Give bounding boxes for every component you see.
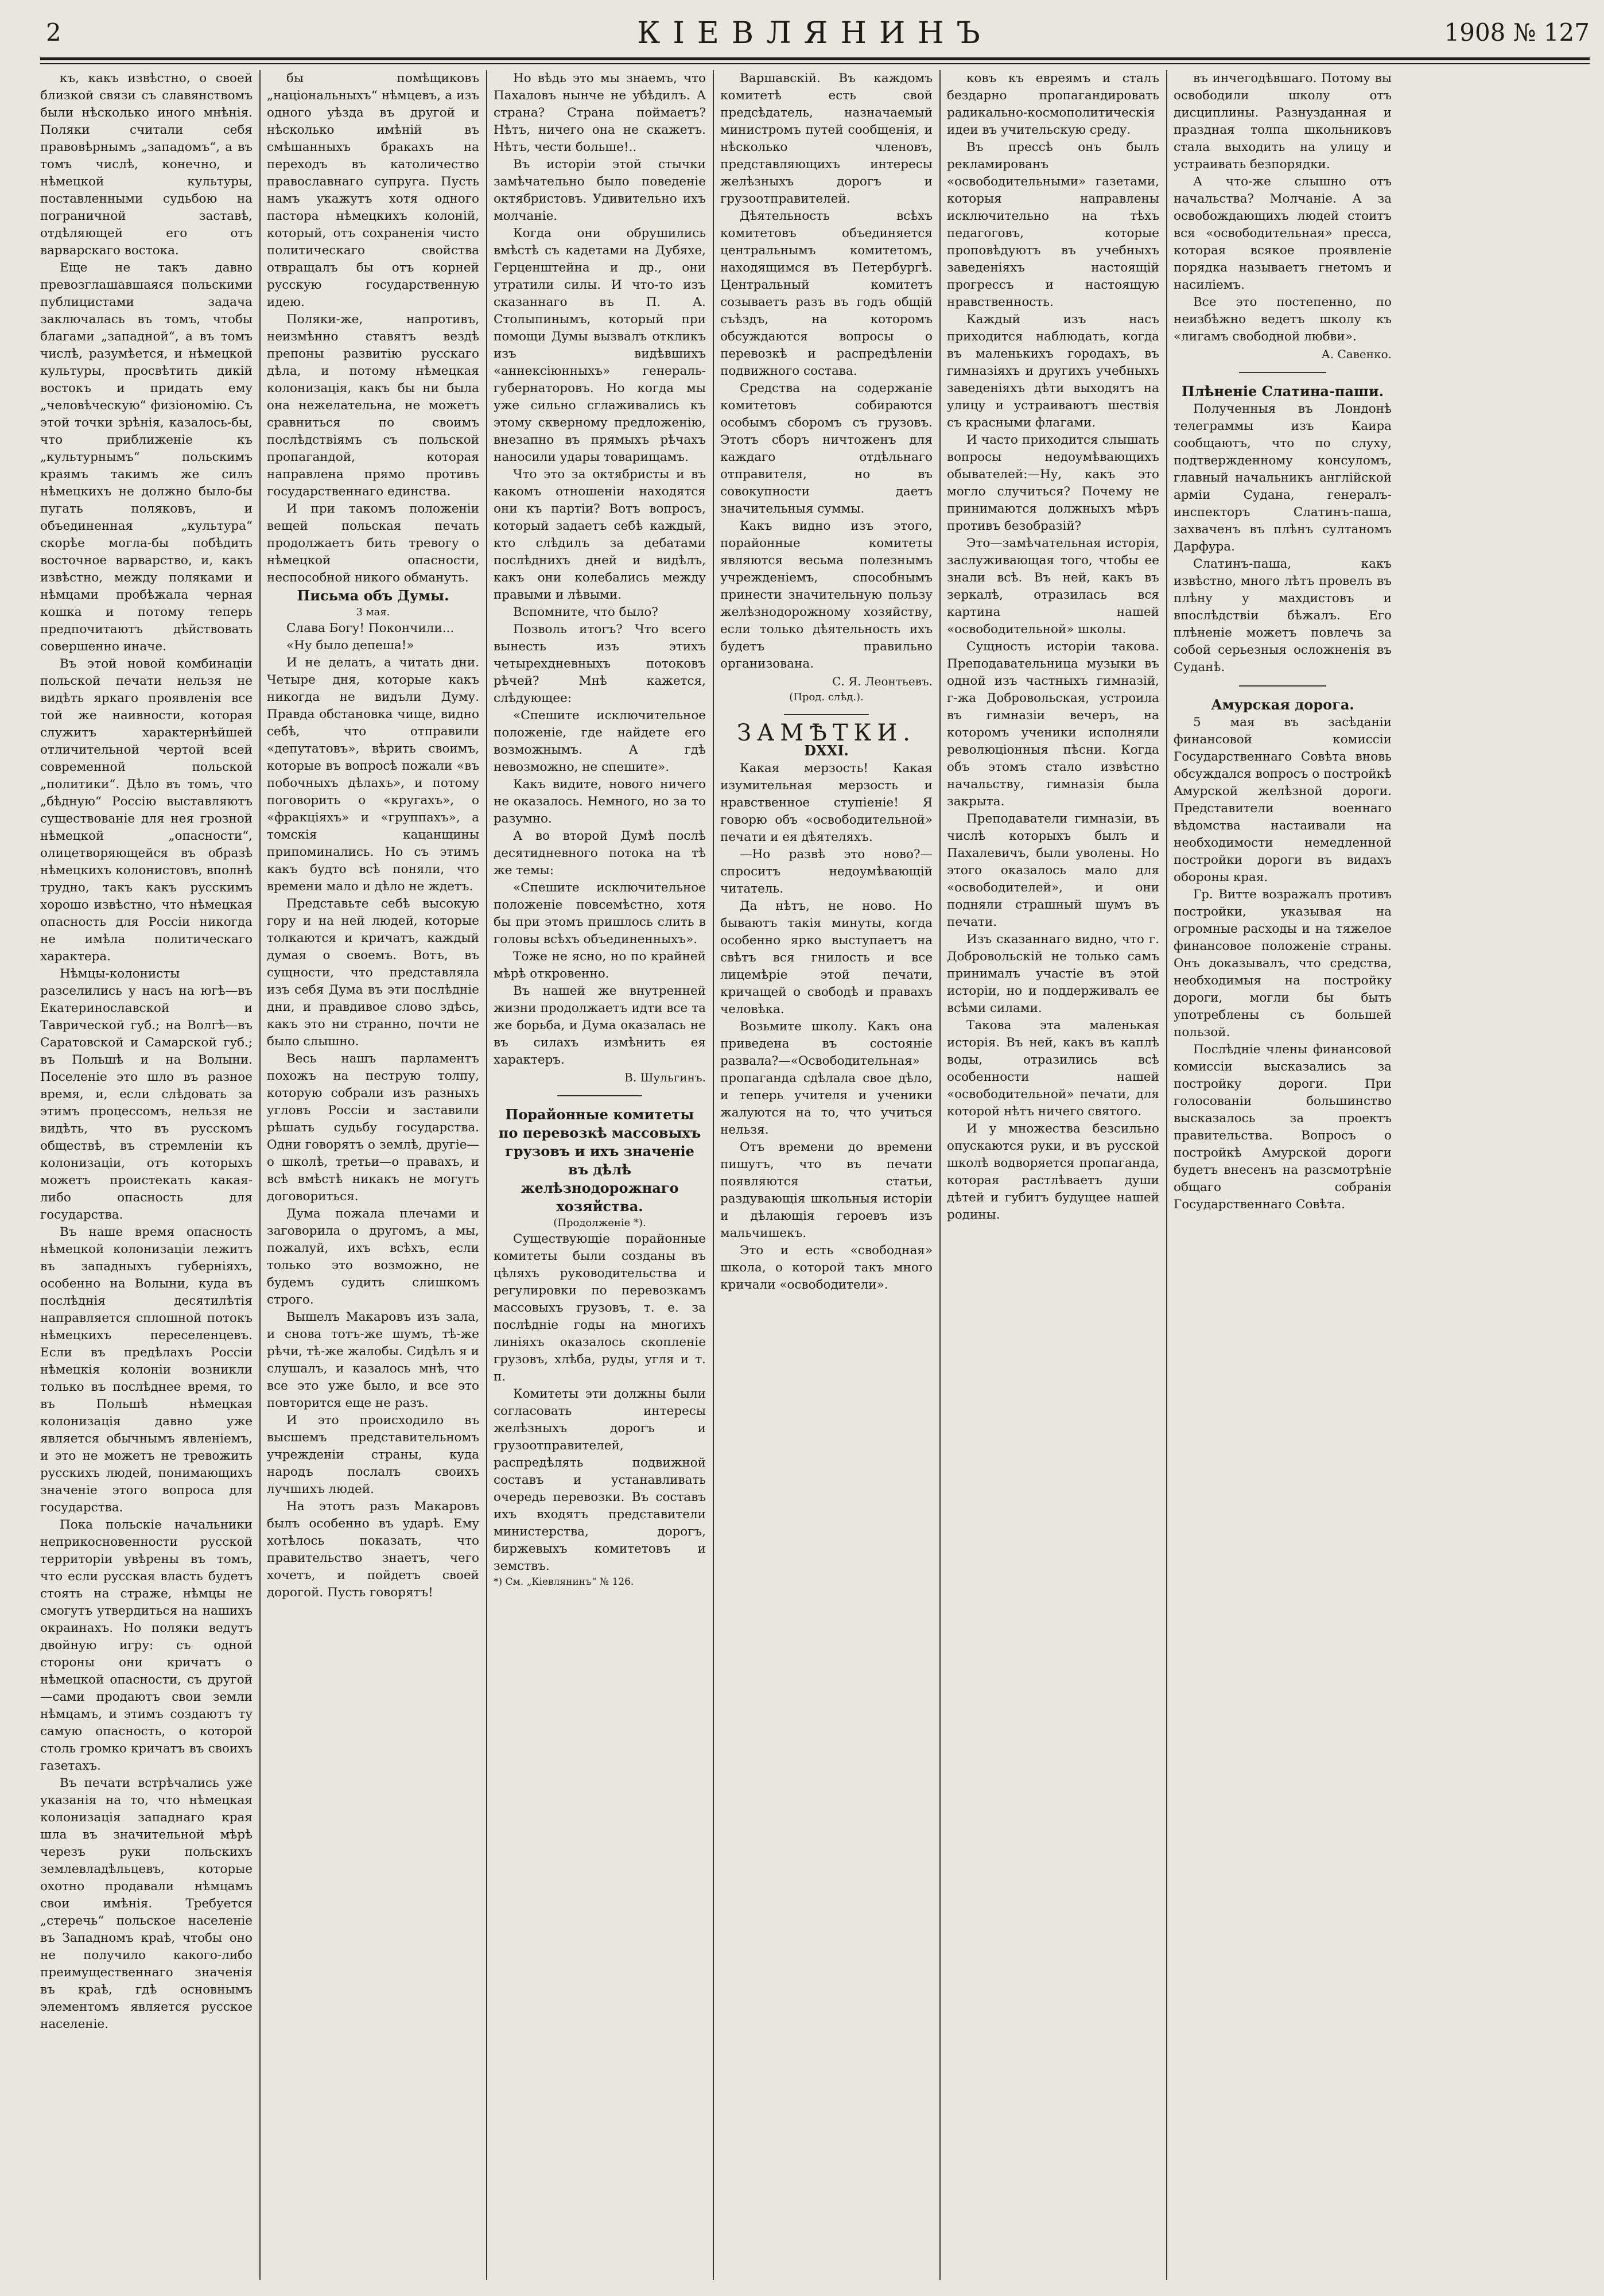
paragraph: Да нѣтъ, не ново. Но бываютъ такія минуты, когда особенно ярко выступаетъ на свѣтъ вся гнилость и все лицемѣріе этой печати, кричащей о свободѣ и правахъ человѣка. <box>720 899 933 1017</box>
article-heading: Письма объ Думы. <box>297 587 449 604</box>
paragraph: Въ прессѣ онъ былъ рекламированъ «освободительными» газетами, которыя направлены исключительно на тѣхъ педагоговъ, которые проповѣдуютъ въ учебныхъ заведеніяхъ настоящій прогрессъ и настоящую нравственность. <box>947 140 1159 309</box>
article-heading: Плѣненіе Слатина-паши. <box>1182 383 1384 400</box>
paragraph: Какъ видно изъ этого, порайонные комитеты являются весьма полезнымъ учрежденіемъ, способнымъ принести значительную пользу желѣзнодорожному хозяйству, если только дѣятельность ихъ будетъ правильно организована. <box>720 519 933 671</box>
paragraph: Какъ видите, нового ничего не оказалось. Немного, но за то разумно. <box>494 777 706 826</box>
paragraph: Пока польскіе начальники неприкосновенности русской территоріи увѣрены въ томъ, что если русская власть будетъ стоять на страже, нѣмцы не смогутъ утвердиться на нашихъ окраинахъ. Но поляки ведутъ двойную игру: съ одной стороны они кричатъ о нѣмецкой опасности, съ другой—сами продаютъ свои земли нѣмцамъ, и этимъ создаютъ ту самую опасность, о которой столь громко кричатъ въ своихъ газетахъ. <box>40 1518 253 1773</box>
paragraph: Нѣмцы-колонисты разселились у насъ на югѣ—въ Екатеринославской и Таврической губ.; на Волгѣ—въ Саратовской и Самарской губ.; въ Польшѣ и на Волыни. Поселеніе это шло въ разное время, и, если слѣдовать за этимъ процессомъ, нельзя не видѣть, что въ русскомъ обществѣ, въ стремленіи къ колонизаціи, отъ которыхъ можетъ проистекать какая-либо опасность для государства. <box>40 967 253 1222</box>
column-divider <box>1166 70 1167 2280</box>
paragraph: Что это за октябристы и въ какомъ отношеніи находятся они къ партіи? Вотъ вопросъ, который задаетъ себѣ каждый, кто слѣдилъ за дебатами послѣднихъ дней и видѣлъ, какъ они колебались между правыми и лѣвыми. <box>494 467 706 602</box>
paragraph: Все это постепенно, по неизбѣжно ведетъ школу къ «лигамъ свободной любви». <box>1174 295 1392 344</box>
section-heading: ЗАМѢТКИ. <box>737 720 916 746</box>
column-divider <box>713 70 714 2280</box>
paragraph: «Спешите исключительное положеніе, где найдете его возможнымъ. А гдѣ невозможно, не спешите». <box>494 708 706 774</box>
paragraph: Сущность исторіи такова. Преподавательница музыки въ одной изъ частныхъ гимназій, г-жа Добровольская, устроила въ гимназіи вечеръ, на которомъ ученики исполняли революціонныя пѣсни. Когда объ этомъ стало извѣстно начальству, гимназія была закрыта. <box>947 639 1159 809</box>
column-5 <box>947 70 1159 2280</box>
article-separator <box>784 714 869 715</box>
paragraph: Но вѣдь это мы знаемъ, что Пахаловъ нынче не убѣдилъ. А страна? Страна поймаетъ? Нѣтъ, ничего она не скажетъ. Нѣтъ, чести больше!.. <box>494 71 706 154</box>
paragraph: А что-же слышно отъ начальства? Молчаніе. А за освобождающихъ людей стоитъ вся «освободительная» пресса, которая всякое проявленіе порядка называетъ гнетомъ и насиліемъ. <box>1174 174 1392 292</box>
paragraph: Какая мерзость! Какая изумительная мерзость и нравственное ступіеніе! Я говорю объ «освободительной» печати и ея дѣятеляхъ. <box>720 761 933 844</box>
paragraph: И не делать, а читать дни. Четыре дня, которые какъ никогда не видъли Думу. Правда обстановка чище, видно себѣ, что отправили «депутатовъ», вѣрить своимъ, которые въ вопросѣ пожали «въ побочныхъ дѣлахъ», и потому поговорить о «кругахъ», о «фракціяхъ» и «группахъ», а томскія кацанщины припоминались. Но съ этимъ какъ будто всѣ поняли, что времени мало и дѣло не ждетъ. <box>267 656 479 894</box>
paragraph: Слава Богу! Покончили... <box>286 621 455 635</box>
paragraph: И при такомъ положеніи вещей польская печать продолжаетъ бить тревогу о нѣмецкой опасности, неспособной никого обмануть. <box>267 502 479 585</box>
article-number: DXXI. <box>804 742 849 759</box>
paragraph: А во второй Думѣ послѣ десятидневного потока на тѣ же темы: <box>494 829 706 878</box>
paragraph: На этотъ разъ Макаровъ былъ особенно въ ударѣ. Ему хотѣлось показать, что правительство знаетъ, чего хочетъ, и пойдетъ своей дорогой. Пусть говорятъ! <box>267 1499 479 1600</box>
paragraph: —Но развѣ это ново?—спроситъ недоумѣвающій читатель. <box>720 847 933 896</box>
paragraph: ковъ къ евреямъ и сталъ бездарно пропагандировать радикально-космополитическія идеи въ учительскую среду. <box>947 71 1159 137</box>
paragraph: Изъ сказаннаго видно, что г. Добровольскій не только самъ принималъ участіе въ этой исторіи, но и поддерживалъ ее всѣми силами. <box>947 932 1159 1015</box>
article-heading: Порайонные комитеты по перевозкѣ массовыхъ грузовъ и ихъ значеніе въ дѣлѣ желѣзнодорожнаго хозяйства. <box>498 1106 701 1215</box>
masthead-rule <box>40 57 1590 60</box>
article-date: 3 мая. <box>356 606 390 618</box>
paragraph: Полученныя въ Лондонѣ телеграммы изъ Каира сообщаютъ, что по слуху, подтвержденному консуломъ, главный начальникъ англійской арміи Судана, генералъ-инспекторъ Слатинъ-паша, захваченъ въ плѣнъ султаномъ Дарфура. <box>1174 402 1392 554</box>
author-signature: А. Савенко. <box>1321 347 1392 361</box>
paragraph: Еще не такъ давно превозглашавшаяся польскими публицистами задача заключалась въ томъ, чтобы благами „западной“, а въ томъ числѣ, разумѣется, и нѣмецкой культуры, просвѣтить дикій востокъ и придать ему „человѣческую“ физіономію. Съ этой точки зрѣнія, казалось-бы, что приближеніе къ „культурнымъ“ польскимъ краямъ такимъ же силъ нѣмецкихъ не должно было-бы пугать поляковъ, и объединенная „культура“ скорѣе могла-бы побѣдить восточное варварство, и, какъ извѣстно, между поляками и нѣмцами пробѣжала черная кошка и потому теперь предпочитаютъ дѣйствовать совершенно иначе. <box>40 261 253 654</box>
masthead-rule-thin <box>40 63 1590 64</box>
article-separator <box>557 1095 642 1096</box>
issue-number: 1908 № 127 <box>1444 18 1590 46</box>
paragraph: Отъ времени до времени пишутъ, что въ печати появляются статьи, раздувающія школьныя исторіи и дѣлающія героевъ изъ мальчишекъ. <box>720 1140 933 1240</box>
column-1 <box>40 70 253 2280</box>
footnote: *) См. „Кіевлянинъ“ № 126. <box>494 1576 634 1588</box>
paragraph: Это—замѣчательная исторія, заслуживающая того, чтобы ее знали всѣ. Въ ней, какъ въ зеркалѣ, отразилась вся картина нашей «освободительной» школы. <box>947 536 1159 637</box>
paragraph: И часто приходится слышать вопросы недоумѣвающихъ обывателей:—Ну, какъ это могло случиться? Почему не принимаются должныхъ мѣръ противъ безобразій? <box>947 433 1159 533</box>
article-heading: Амурская дорога. <box>1211 696 1354 713</box>
paragraph: Дума пожала плечами и заговорила о другомъ, а мы, пожалуй, ихъ всѣхъ, если только это возможно, не будемъ судить слишкомъ строго. <box>267 1207 479 1307</box>
paragraph: Послѣдніе члены финансовой комиссіи высказались за постройку дороги. При голосованіи большинство высказалось за проектъ правительства. Вопросъ о постройкѣ Амурской дороги будетъ внесенъ на разсмотрѣніе общаго собранія Государственнаго Совѣта. <box>1174 1042 1392 1212</box>
paragraph: Дѣятельность всѣхъ комитетовъ объединяется центральнымъ комитетомъ, находящимся въ Петербургѣ. Центральный комитетъ созываетъ разъ въ годъ общій съѣздъ, на которомъ обсуждаются вопросы о перевозкѣ и распредѣленіи подвижного состава. <box>720 209 933 378</box>
paragraph: Въ наше время опасность нѣмецкой колонизаціи лежитъ въ западныхъ губерніяхъ, особенно на Волыни, куда въ послѣднія десятилѣтія направляется сплошной потокъ нѣмецкихъ переселенцевъ. Если въ предѣлахъ Россіи нѣмецкія колоніи возникли только въ послѣднее время, то въ Польшѣ нѣмецкая колонизація давно уже является обычнымъ явленіемъ, и это не можетъ не тревожить русскихъ людей, понимающихъ значеніе этого вопроса для государства. <box>40 1225 253 1515</box>
column-divider <box>486 70 487 2280</box>
paragraph: Каждый изъ насъ приходится наблюдать, когда въ маленькихъ городахъ, въ гимназіяхъ и другихъ учебныхъ заведеніяхъ дѣти выходятъ на улицу и устраиваютъ шествія съ красными флагами. <box>947 312 1159 430</box>
paragraph: Позволь итогъ? Что всего вынесть изъ этихъ четырехдневныхъ потоковъ рѣчей? Мнѣ кажется, слѣдующее: <box>494 622 706 705</box>
article-separator <box>1239 372 1326 373</box>
column-6 <box>1174 70 1392 2280</box>
paragraph: Преподаватели гимназіи, въ числѣ которыхъ былъ и Пахалевичъ, были уволены. Но этого оказалось мало для «освободителей», и они подняли страшный шумъ въ печати. <box>947 812 1159 929</box>
column-divider <box>939 70 941 2280</box>
paragraph: Комитеты эти должны были согласовать интересы желѣзныхъ дорогъ и грузоотправителей, распредѣлять подвижной составъ и устанавливать очередь перевозки. Въ составъ ихъ входятъ представители министерства, дорогъ, биржевыхъ комитетовъ и земствъ. <box>494 1387 706 1573</box>
article-continuation: (Продолженіе *). <box>553 1217 646 1229</box>
paragraph: Поляки-же, напротивъ, неизмѣнно ставятъ вездѣ препоны развитію русскаго дѣла, и потому нѣмецкая колонизація, какъ бы ни была она нежелательна, не можетъ сравниться по своимъ послѣдствіямъ съ польской пропагандой, которая направлена прямо противъ государственнаго единства. <box>267 312 479 499</box>
paragraph: Въ нашей же внутренней жизни продолжаетъ идти все та же борьба, и Дума оказалась не въ силахъ измѣнить ея характеръ. <box>494 984 706 1067</box>
paragraph: Существующіе порайонные комитеты были созданы въ цѣляхъ руководительства и регулировки по перевозкамъ массовыхъ грузовъ, т. е. за послѣдніе годы на многихъ линіяхъ оказалось скопленіе грузовъ, хлѣба, руды, угля и т. п. <box>494 1232 706 1384</box>
paragraph: 5 мая въ засѣданіи финансовой комиссіи Государственнаго Совѣта вновь обсуждался вопросъ о постройкѣ Амурской желѣзной дороги. Представители военнаго вѣдомства настаивали на необходимости немедленной постройки дороги въ видахъ обороны края. <box>1174 715 1392 885</box>
page-number: 2 <box>46 18 61 46</box>
column-2 <box>267 70 479 2280</box>
paragraph: «Ну было депеша!» <box>286 638 414 653</box>
paragraph: Весь нашъ парламентъ похожъ на пеструю толпу, которую собрали изъ разныхъ угловъ Россіи и заставили рѣшать судьбу государства. Одни говорятъ о землѣ, другіе—о школѣ, третьи—о правахъ, и всѣ вмѣстѣ никакъ не могутъ договориться. <box>267 1052 479 1204</box>
paragraph: Средства на содержаніе комитетовъ собираются особымъ сборомъ съ грузовъ. Этотъ сборъ ничтоженъ для каждаго отдѣльнаго отправителя, но въ совокупности даетъ значительныя суммы. <box>720 381 933 516</box>
article-separator <box>1239 685 1326 687</box>
column-3 <box>494 70 706 2280</box>
paragraph: Вспомните, что было? <box>513 605 658 619</box>
author-signature: С. Я. Леонтьевъ. <box>832 674 933 688</box>
column-4 <box>720 70 933 2280</box>
paragraph: Въ исторіи этой стычки замѣчательно было поведеніе октябристовъ. Удивительно ихъ молчаніе. <box>494 157 706 223</box>
paragraph: И это происходило въ высшемъ представительномъ учрежденіи страны, куда народъ послалъ своихъ лучшихъ людей. <box>267 1413 479 1496</box>
paragraph: Это и есть «свободная» школа, о которой такъ много кричали «освободители». <box>720 1243 933 1292</box>
paragraph: Варшавскій. Въ каждомъ комитетѣ есть свой предсѣдатель, назначаемый министромъ путей сообщенія, и нѣсколько членовъ, представляющихъ интересы желѣзныхъ дорогъ и грузоотправителей. <box>720 71 933 206</box>
paragraph: Слатинъ-паша, какъ извѣстно, много лѣтъ провелъ въ плѣну у махдистовъ и впослѣдствіи бѣжалъ. Его плѣненіе можетъ повлечь за собой серьезныя осложненія въ Суданѣ. <box>1174 557 1392 674</box>
columns <box>40 70 1590 2286</box>
paragraph: Представьте себѣ высокую гору и на ней людей, которые толкаются и кричатъ, каждый думая о своемъ. Вотъ, въ сущности, что представляла изъ себя Дума въ эти послѣдніе дни, и правдивое слово здѣсь, какъ это ни странно, почти не было слышно. <box>267 897 479 1049</box>
paragraph: въ инчегодѣвшаго. Потому вы освободили школу отъ дисциплины. Разнузданная и праздная толпа школьниковъ стала выходить на улицу и устраивать безпорядки. <box>1174 71 1392 172</box>
paragraph: «Спешите исключительное положеніе повсемѣстно, хотя бы при этомъ пришлось слить в головы всѣхъ объединенныхъ». <box>494 881 706 947</box>
paragraph: бы помѣщиковъ „національныхъ“ нѣмцевъ, а изъ одного уѣзда въ другой и нѣсколько имѣній въ смѣшанныхъ бракахъ на переходъ въ католичество православнаго супруга. Пусть намъ укажутъ хотя одного пастора нѣмецкихъ колоній, который, отъ сохраненія чисто политическаго свойства отвращалъ бы отъ корней русскую государственную идею. <box>267 71 479 309</box>
paragraph: Вышелъ Макаровъ изъ зала, и снова тотъ-же шумъ, тѣ-же рѣчи, тѣ-же жалобы. Сидѣлъ я и слушалъ, и казалось мнѣ, что все это уже было, и все это повторится еще не разъ. <box>267 1310 479 1410</box>
paragraph: Гр. Витте возражалъ противъ постройки, указывая на огромные расходы и на тяжелое финансовое положеніе страны. Онъ доказывалъ, что средства, необходимыя на постройку дороги, могли бы быть употреблены съ большей пользой. <box>1174 887 1392 1040</box>
masthead <box>40 16 1590 56</box>
paragraph: къ, какъ извѣстно, о своей близкой связи съ славянствомъ были нѣсколько иного мнѣнія. Поляки считали себя правовѣрнымъ „западомъ“, а въ томъ числѣ, конечно, и нѣмецкой культуры, поставленными судьбою на пограничной заставѣ, отдѣляющей его отъ варварскаго востока. <box>40 71 253 258</box>
paragraph: Когда они обрушились вмѣстѣ съ кадетами на Дубяхе, Герценштейна и др., они утратили силы. И что-то изъ сказаннаго въ П. А. Столыпинымъ, который при помощи Думы вызвалъ откликъ изъ видѣвшихъ «аннексіюнныхъ» генераль-губернаторовъ. Но когда мы уже сильно сглаживались къ этому скверному предложенію, внезапно въ прямыхъ рѣчахъ наносили удары товарищамъ. <box>494 226 706 464</box>
paragraph: Въ этой новой комбинаціи польской печати нельзя не видѣть яркаго проявленія все той же наивности, которая служитъ характернѣйшей отличительной чертой всей современной польской „политики“. Дѣло въ томъ, что „бѣдную“ Россію выставляютъ существованіе для нея грозной нѣмецкой „опасности“, олицетворяющейся въ образѣ нѣмецкихъ колонистовъ, вполнѣ трудно, такъ какъ русскимъ хорошо извѣстно, что нѣмецкая опасность для Россіи никогда не имѣла политическаго характера. <box>40 657 253 964</box>
to-be-continued: (Прод. слѣд.). <box>789 691 864 703</box>
paragraph: Возьмите школу. Какъ она приведена въ состояніе развала?—«Освободительная» пропаганда сдѣлала свое дѣло, и теперь учителя и ученики жалуются на то, что учиться нельзя. <box>720 1019 933 1137</box>
paragraph: И у множества безсильно опускаются руки, и въ русской школѣ водворяется пропаганда, которая растлѣваетъ души дѣтей и губитъ будущее нашей родины. <box>947 1122 1159 1222</box>
paragraph: Такова эта маленькая исторія. Въ ней, какъ въ каплѣ воды, отразились всѣ особенности нашей «освободительной» печати, для которой нѣтъ ничего святого. <box>947 1018 1159 1119</box>
column-divider <box>259 70 261 2280</box>
paragraph: Тоже не ясно, но по крайней мѣрѣ откровенно. <box>494 949 706 981</box>
author-signature: В. Шульгинъ. <box>624 1071 706 1084</box>
paragraph: Въ печати встрѣчались уже указанія на то, что нѣмецкая колонизація западнаго края шла въ значительной мѣрѣ черезъ руки польскихъ землевладѣльцевъ, которые охотно продавали нѣмцамъ свои имѣнія. Требуется „стеречь“ польское населеніе въ Западномъ краѣ, чтобы оно не получило какого-либо преимущественнаго значенія въ краѣ, гдѣ основнымъ элементомъ является русское населеніе. <box>40 1776 253 2031</box>
newspaper-title: КІЕВЛЯНИНЪ <box>637 16 993 51</box>
